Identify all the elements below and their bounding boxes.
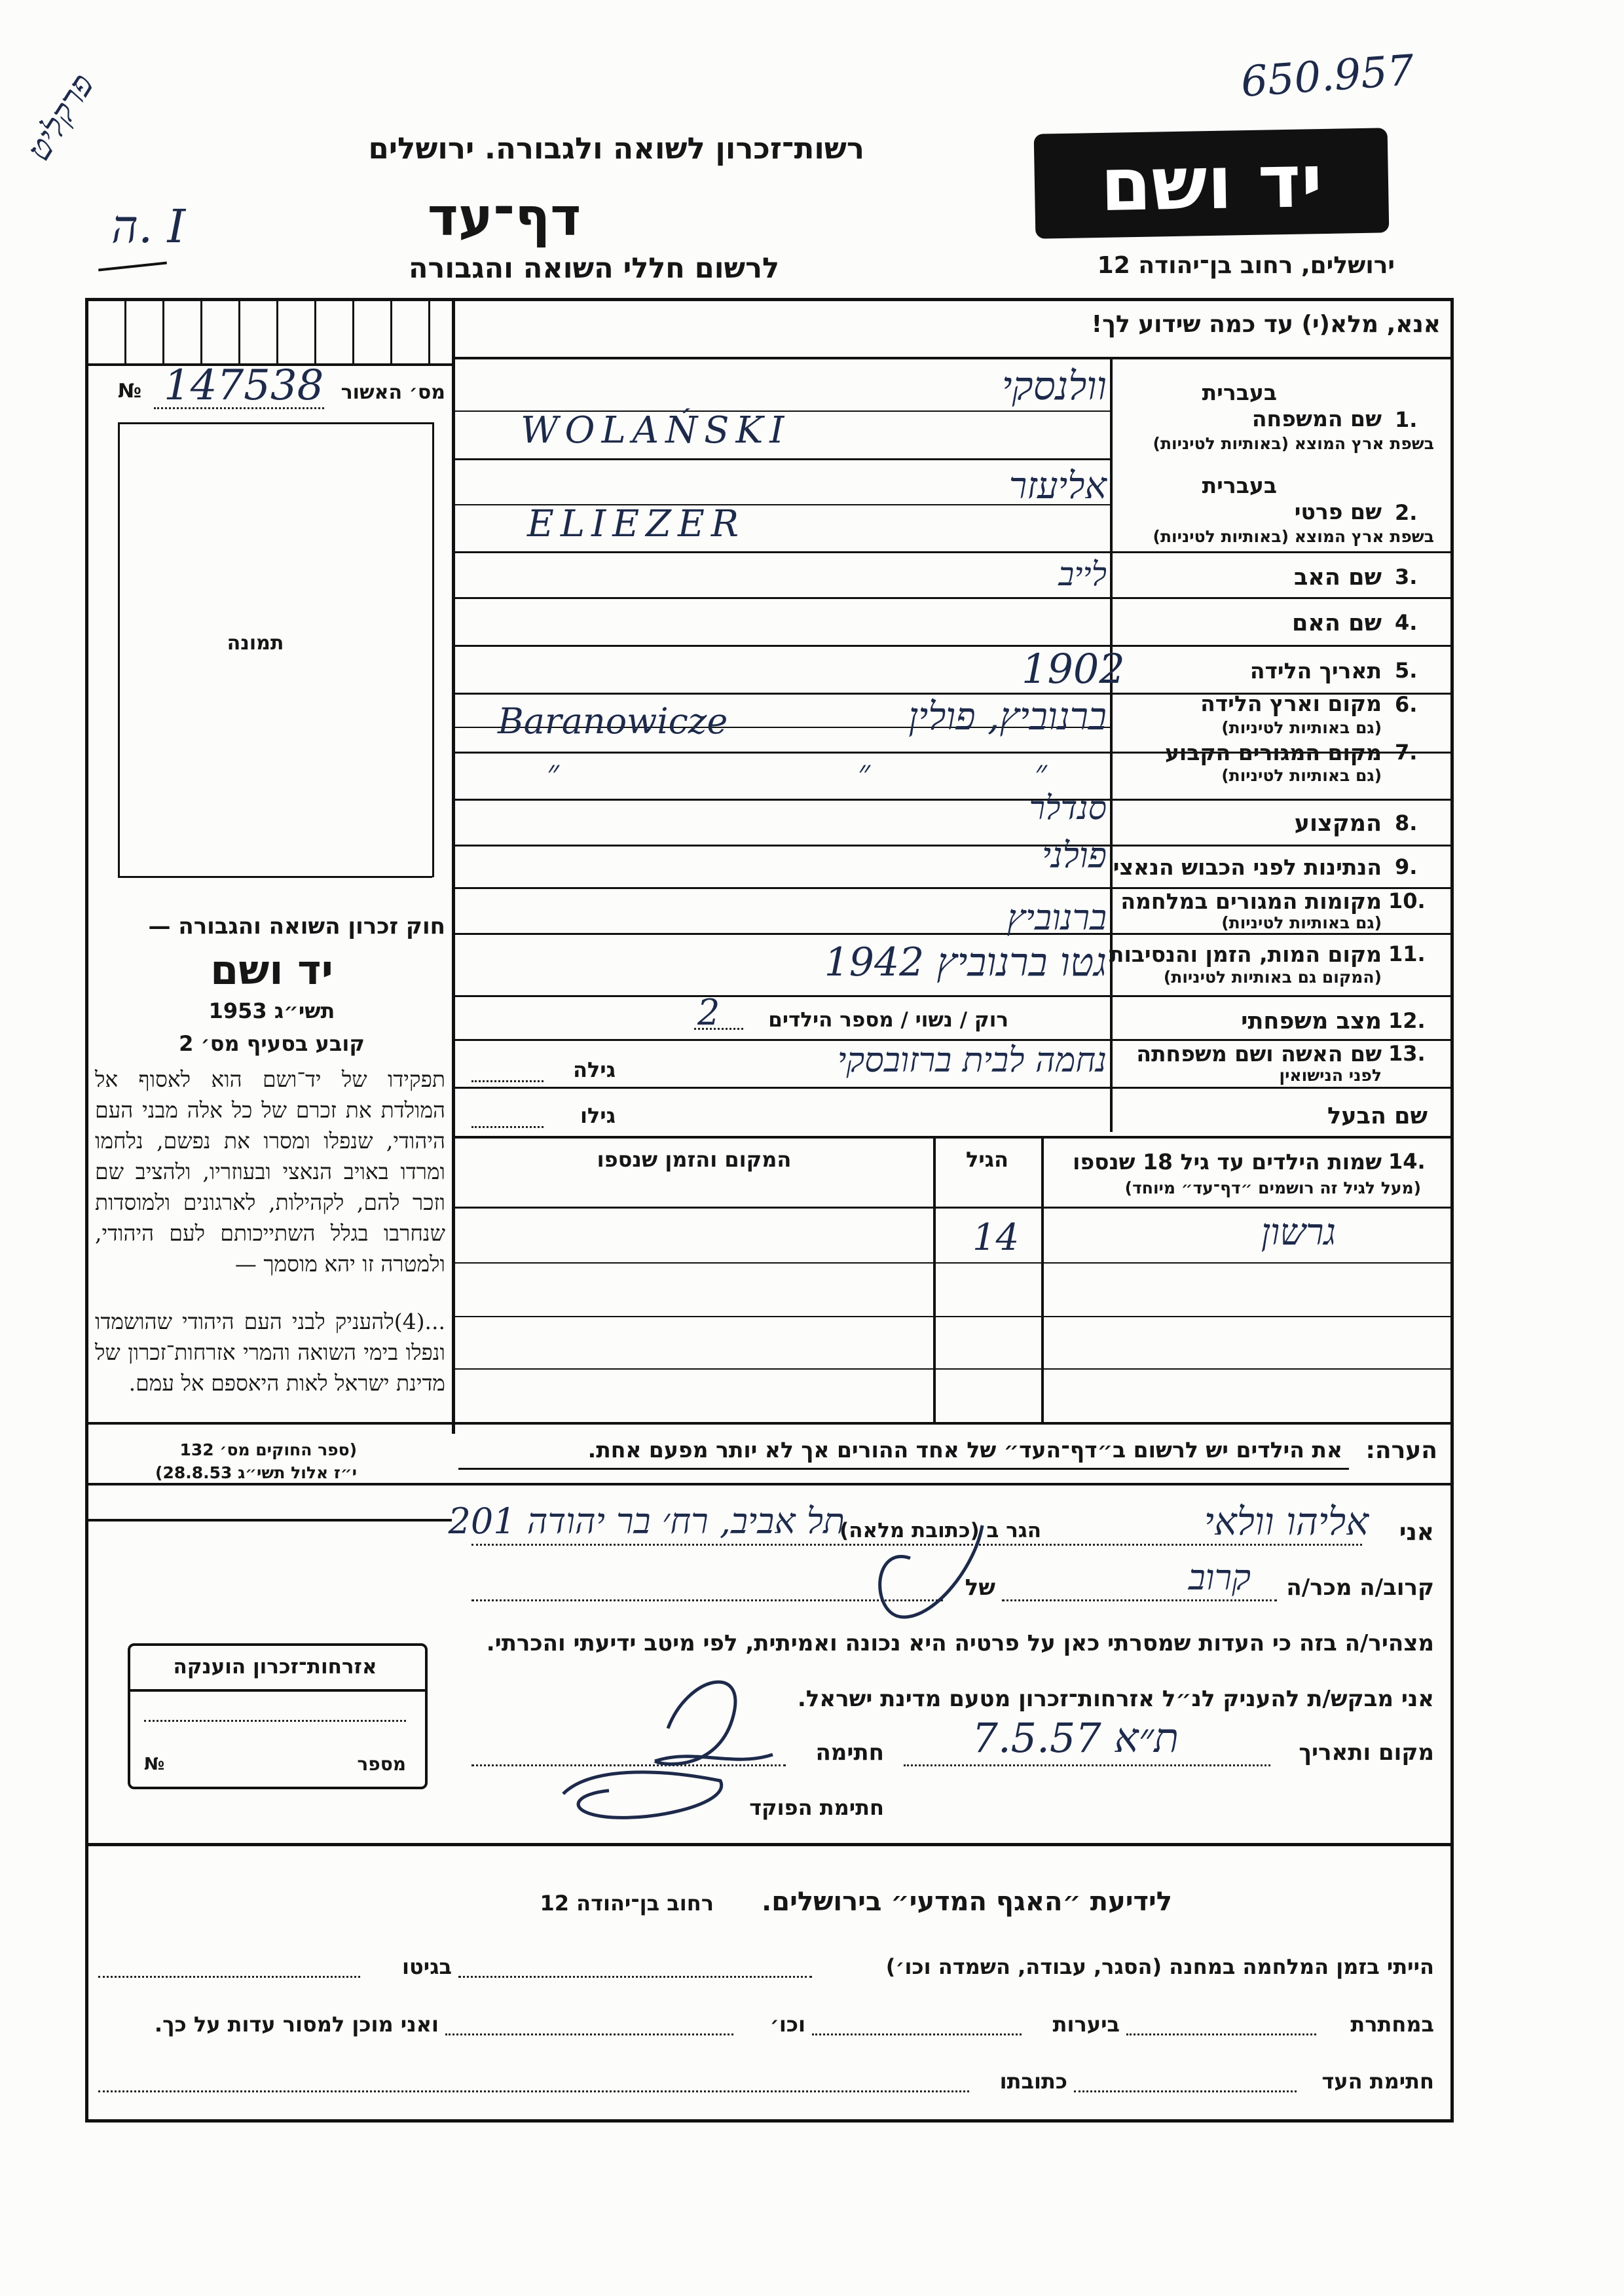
f11-sub: (המקום גם באותיות לטיניות): [1163, 968, 1382, 987]
f10-sub: (גם באותיות לטיניות): [1221, 913, 1382, 932]
cert-no-label: מס׳ האשור: [341, 381, 445, 404]
corner-handwritten-note: פרקליט: [19, 67, 101, 168]
f8-label: המקצוע: [1294, 811, 1382, 837]
cert-no-value[interactable]: 147538: [164, 361, 324, 410]
f9-num: 9.: [1395, 854, 1418, 879]
husband-age-label: גילו: [580, 1103, 616, 1128]
bottom-line2-d: ואני מוכן למסור עדות על כך.: [154, 2012, 439, 2037]
f10-value[interactable]: ברנוביץ: [1006, 897, 1107, 938]
f6-value-he[interactable]: ברנוביץ, פולין: [908, 694, 1107, 738]
f6-num: 6.: [1395, 692, 1418, 717]
f1-value-he[interactable]: וולנסקי: [1001, 363, 1107, 409]
law-clause: קובע בסעיף מס׳ 2: [179, 1031, 365, 1056]
decl-officer-label: חתימת הפוקד: [749, 1795, 884, 1820]
law-body: [95, 1064, 445, 1279]
f1-num: 1.: [1395, 407, 1418, 432]
note-label: הערה:: [1365, 1437, 1437, 1464]
bottom-address: רחוב בן־יהודה 12: [540, 1891, 714, 1916]
decl-place-date[interactable]: ת״א 7.5.57: [972, 1714, 1179, 1762]
f7-num: 7.: [1395, 740, 1418, 765]
f2-label: שם פרטי: [1294, 499, 1382, 524]
page-marker: ה. I: [111, 200, 186, 253]
f1-sub: בשפת ארץ המוצא (באותיות לטיניות): [1153, 434, 1434, 453]
f6-label: מקום וארץ הלידה: [1200, 691, 1382, 716]
handwritten-archive-number: 650.957: [1239, 46, 1416, 107]
f12-options: רוק / נשוי / מספר הילדים: [768, 1008, 1008, 1032]
f9-value[interactable]: פולני: [1041, 835, 1107, 876]
stamp-title: אזרחות־זכרון הוענקה: [173, 1655, 377, 1679]
law-ref2: י״ז אלול תשי״ג 28.8.53): [155, 1463, 357, 1482]
law-ref1: (ספר החוקים מס׳ 132: [179, 1440, 357, 1459]
f3-label: שם האב: [1294, 564, 1382, 591]
decl-place-date-label: מקום ותאריך: [1299, 1740, 1434, 1766]
law-body-text: תפקידו של יד־ושם הוא לאסוף אל המולדת את זכרם של כל אלה מבני העם היהודי, שנפלו ומסרו את נפשם, נלחמו ומרדו באויב הנאצי ובעוזריו, ולהציב שם וזכר להם, לקהילות, לארגונים ולמוסדות שנחרבו בגלל השתייכותם לעם היהודי, ולמטרה זו יהא מוסמך —: [95, 1066, 445, 1277]
f12-num: 12.: [1388, 1008, 1426, 1033]
bottom-notice: לידיעת ״האגף המדעי״ בירושלים.: [762, 1887, 1172, 1917]
law-body2-text: ...(4)להעניק לבני העם היהודי שהושמדו ונפלו בימי השואה והמרי אזרחות־זכרון של מדינת ישראל לאות היאספם אל עמם.: [95, 1309, 445, 1396]
f2-value-he[interactable]: אליעזר: [1008, 465, 1107, 507]
stamp-number-label: מספר: [357, 1753, 406, 1775]
decl-residing-label: הגר ב (כתובת מלאה): [840, 1519, 1041, 1542]
f3-num: 3.: [1395, 564, 1418, 589]
form-subtitle: לרשום חללי השואה והגבורה: [408, 252, 779, 285]
f6-value-latin[interactable]: Baranowicze: [498, 701, 728, 742]
note-text: את הילדים יש לרשום ב״דף־העד״ של אחד ההורים אך לא יותר מפעם אחת.: [587, 1437, 1342, 1463]
f2-lang: בעברית: [1202, 473, 1277, 498]
f1-label: שם המשפחה: [1251, 406, 1382, 431]
intro-line: אנא, מלא(י) עד כמה שידוע לך!: [1091, 311, 1441, 338]
f5-value[interactable]: 1902: [1022, 645, 1125, 693]
f10-num: 10.: [1388, 888, 1426, 913]
f3-value[interactable]: לייב: [1058, 555, 1107, 593]
header-address: ירושלים, רחוב בן־יהודה 12: [1097, 252, 1395, 279]
f1-value-latin[interactable]: WOLAŃSKI: [521, 409, 791, 452]
law-name: יד ושם: [210, 946, 333, 994]
cert-no-prefix: №: [118, 380, 142, 403]
children-num: 14.: [1388, 1149, 1426, 1174]
form-title: דף־עד: [427, 187, 581, 247]
yad-vashem-logo: [1034, 128, 1390, 238]
org-line: רשות־זכרון לשואה ולגבורה. ירושלים: [368, 131, 864, 166]
f5-label: תאריך הלידה: [1249, 658, 1382, 683]
decl-relation[interactable]: קרוב: [1188, 1557, 1251, 1598]
f8-value[interactable]: סנדלר: [1029, 789, 1107, 827]
f9-label: הנתינות לפני הכבוש הנאצי: [1113, 854, 1382, 880]
child-1-age[interactable]: 14: [972, 1216, 1020, 1259]
decl-of-label: של: [965, 1575, 995, 1601]
decl-signature-label: חתימה: [815, 1740, 884, 1766]
f1-lang: בעברית: [1202, 380, 1277, 405]
decl-address[interactable]: תל אביב, רח׳ בר יהודה 201: [448, 1501, 845, 1542]
bottom-line2-c: וכו׳: [769, 2012, 805, 2037]
f2-num: 2.: [1395, 500, 1418, 525]
f13-num: 13.: [1388, 1041, 1426, 1066]
children-title: שמות הילדים עד גיל 18 שנספו: [1073, 1149, 1382, 1175]
decl-declare: מצהיר/ה בזה כי העדות שמסרתי כאן על פרטיה היא נכונה ואמיתית, לפי מיטב ידיעתי והכרתי.: [486, 1630, 1434, 1656]
bottom-line2-a: במחתרת: [1350, 2012, 1434, 2037]
decl-relative-label: קרוב/ה מכר/ה: [1286, 1575, 1434, 1601]
f7-label: מקום המגורים הקבוע: [1164, 740, 1382, 765]
f2-sub: בשפת ארץ המוצא (באותיות לטיניות): [1153, 527, 1434, 546]
f5-num: 5.: [1395, 658, 1418, 683]
f13-age-label: גילה: [572, 1057, 616, 1082]
decl-request: אני מבקש/ת להעניק לנ״ל אזרחות־זכרון מטעם מדינת ישראל.: [797, 1686, 1434, 1712]
f7-sub: (גם באותיות לטיניות): [1221, 766, 1382, 785]
children-col-place: המקום והזמן שנספו: [597, 1147, 792, 1172]
bottom-line2-b: ביערות: [1052, 2012, 1120, 2037]
bottom-line3-a: חתימת העד: [1321, 2069, 1434, 2094]
f4-label: שם האם: [1292, 610, 1382, 636]
stamp-no-prefix: №: [144, 1755, 165, 1774]
bottom-line3-b: כתובתו: [999, 2069, 1067, 2094]
f7-ditto-2: ״: [858, 753, 870, 791]
f6-sub: (גם באותיות לטיניות): [1221, 718, 1382, 737]
bottom-line1-a: הייתי בזמן המלחמה במחנה (הסגר, עבודה, השמדה וכו׳): [885, 1954, 1434, 1979]
f11-value[interactable]: גטו ברנוביץ 1942: [824, 939, 1107, 985]
f7-ditto-1: ״: [547, 753, 559, 791]
f7-ditto-3: ״: [1035, 753, 1047, 791]
f11-label: מקום המות, הזמן והנסיבות: [1109, 941, 1382, 967]
decl-ani: אני: [1399, 1519, 1434, 1546]
f13-sub: לפני הנישואין: [1279, 1066, 1382, 1085]
husband-label: שם הבעל: [1327, 1103, 1428, 1129]
f13-value[interactable]: נחמה לבית ברזובסקי: [837, 1041, 1107, 1080]
f10-label: מקומות המגורים במלחמה: [1120, 888, 1382, 914]
f12-children[interactable]: 2: [697, 992, 720, 1033]
law-heading: חוק זכרון השואה והגבורה —: [148, 913, 445, 939]
children-sub: (מעל לגיל זה רושמים ״דף־עד״ מיוחד): [1124, 1178, 1421, 1197]
f11-num: 11.: [1388, 941, 1426, 966]
f12-label: מצב משפחתי: [1241, 1008, 1382, 1034]
children-col-age: הגיל: [965, 1147, 1009, 1172]
bottom-line1-b: בגיטו: [402, 1954, 452, 1979]
logo-text: יד ושם: [1099, 139, 1323, 228]
f13-label: שם האשה ושם משפחתה: [1136, 1041, 1382, 1066]
f8-num: 8.: [1395, 811, 1418, 835]
f4-num: 4.: [1395, 610, 1418, 635]
law-year: תשי״ג 1953: [208, 998, 335, 1023]
f2-value-latin[interactable]: ELIEZER: [527, 503, 746, 545]
law-body2: [95, 1306, 445, 1398]
photo-label: תמונה: [227, 632, 284, 655]
child-1-name[interactable]: גרשון: [1261, 1211, 1336, 1254]
decl-name[interactable]: אליהו וולאי: [1204, 1499, 1369, 1544]
